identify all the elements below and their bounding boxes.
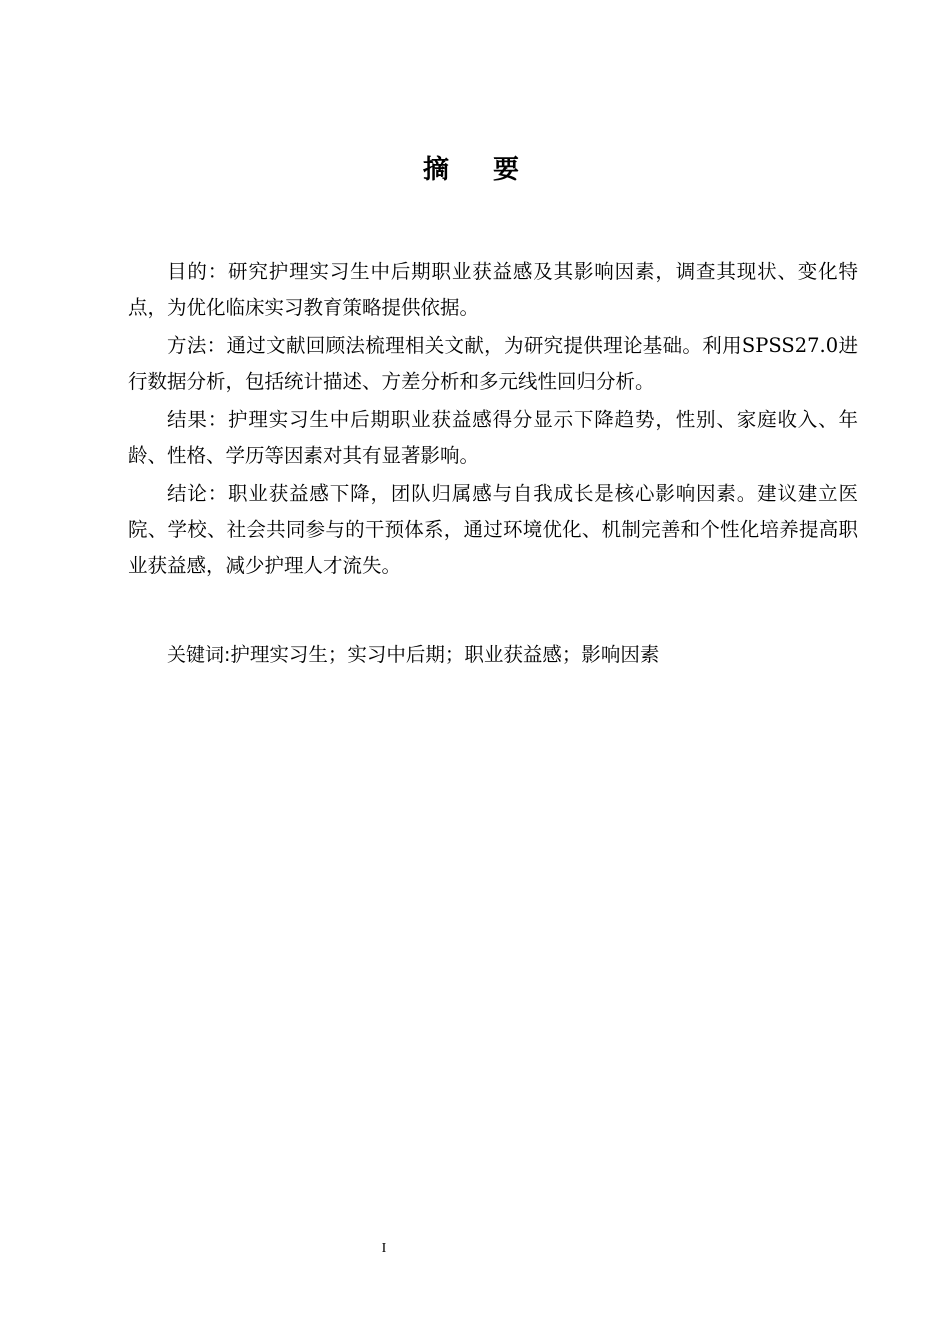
page-title: 摘要 <box>422 155 563 185</box>
method-paragraph: 方法：通过文献回顾法梳理相关文献，为研究提供理论基础。利用SPSS27.0进行数据分析，包括统计描述、方差分析和多元线性回归分析。 <box>128 334 858 393</box>
keywords-label: 关键词: <box>167 644 231 666</box>
page-number: I <box>381 1241 387 1256</box>
abstract-body <box>128 254 858 586</box>
purpose-paragraph: 目的：研究护理实习生中后期职业获益感及其影响因素，调查其现状、变化特点，为优化临床实习教育策略提供依据。 <box>128 260 858 319</box>
result-paragraph: 结果：护理实习生中后期职业获益感得分显示下降趋势，性别、家庭收入、年龄、性格、学历等因素对其有显著影响。 <box>128 408 858 467</box>
keywords-line <box>128 637 858 673</box>
keywords-value: 护理实习生；实习中后期；职业获益感；影响因素 <box>230 643 660 666</box>
conclusion-paragraph: 结论：职业获益感下降，团队归属感与自我成长是核心影响因素。建议建立医院、学校、社会共同参与的干预体系，通过环境优化、机制完善和个性化培养提高职业获益感，减少护理人才流失。 <box>128 482 858 577</box>
